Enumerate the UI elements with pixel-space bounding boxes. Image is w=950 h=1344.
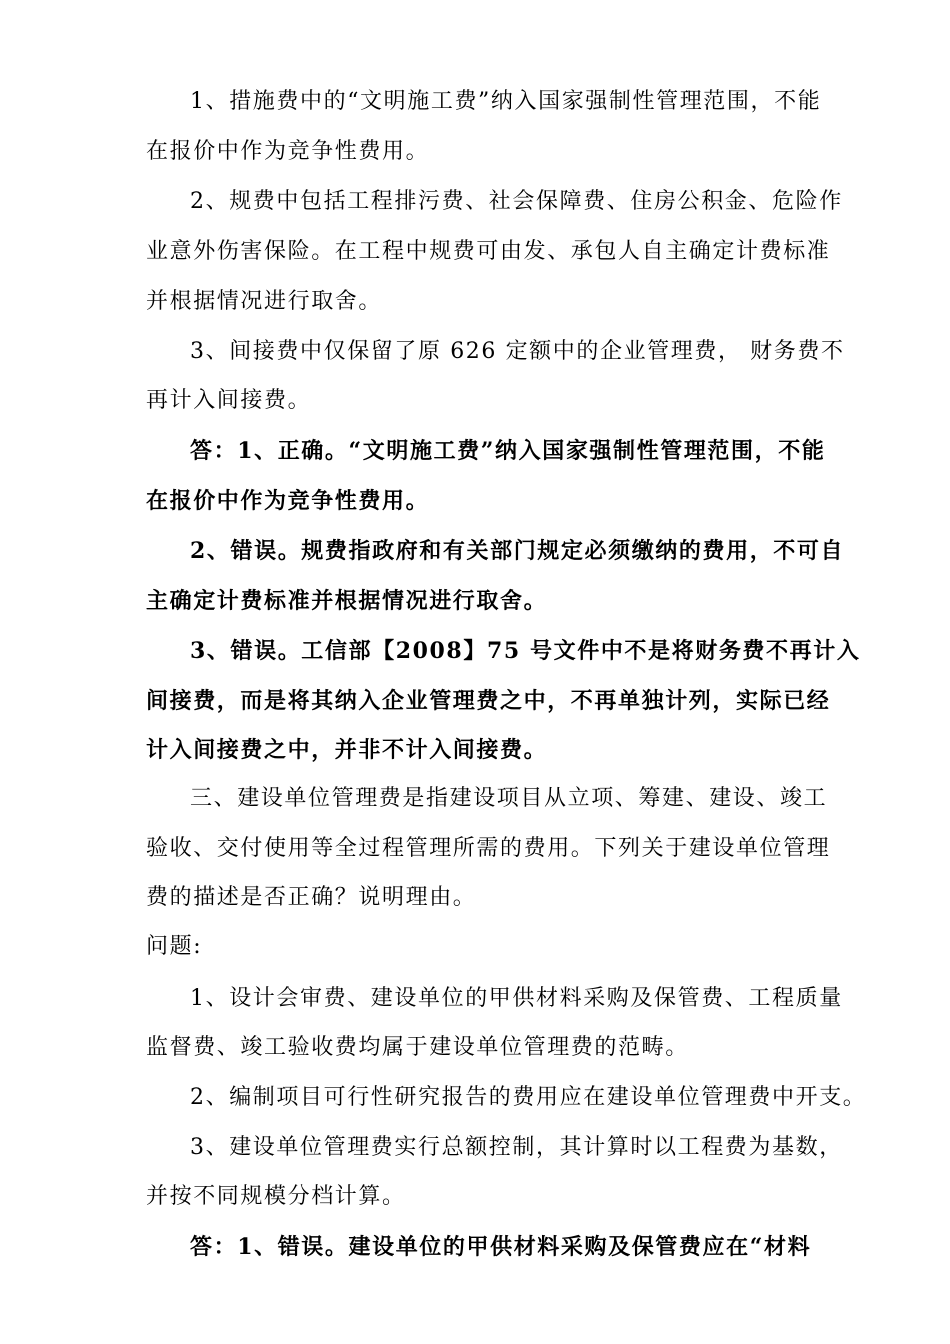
text-line: 并根据情况进行取舍。 <box>146 289 383 314</box>
text-line: 三、建设单位管理费是指建设项目从立项、筹建、建设、竣工 <box>190 786 828 811</box>
answer-line: 计入间接费之中，并非不计入间接费。 <box>146 737 548 763</box>
answer-line: 3、错误。工信部【2008】75 号文件中不是将财务费不再计入 <box>190 638 861 664</box>
text-line: 再计入间接费。 <box>146 388 312 413</box>
text-line: 3、建设单位管理费实行总额控制，其计算时以工程费为基数， <box>190 1135 843 1160</box>
text-line: 2、规费中包括工程排污费、社会保障费、住房公积金、危险作 <box>190 189 843 214</box>
text-line: 验收、交付使用等全过程管理所需的费用。下列关于建设单位管理 <box>146 836 831 861</box>
answer-line: 答：1、正确。“文明施工费”纳入国家强制性管理范围，不能 <box>190 438 826 464</box>
answer-line: 在报价中作为竞争性费用。 <box>146 488 430 514</box>
text-line: 并按不同规模分档计算。 <box>146 1184 406 1209</box>
text-line: 费的描述是否正确？说明理由。 <box>146 885 477 910</box>
answer-line: 主确定计费标准并根据情况进行取舍。 <box>146 588 548 614</box>
text-line: 3、间接费中仅保留了原 626 定额中的企业管理费， 财务费不 <box>190 339 845 364</box>
answer-line: 间接费，而是将其纳入企业管理费之中，不再单独计列，实际已经 <box>146 688 831 714</box>
text-line: 监督费、竣工验收费均属于建设单位管理费的范畴。 <box>146 1035 689 1060</box>
text-line: 业意外伤害保险。在工程中规费可由发、承包人自主确定计费标准 <box>146 239 831 264</box>
text-line: 2、编制项目可行性研究报告的费用应在建设单位管理费中开支。 <box>190 1085 867 1110</box>
text-line: 在报价中作为竞争性费用。 <box>146 139 430 164</box>
answer-line: 答：1、错误。建设单位的甲供材料采购及保管费应在“材料 <box>190 1234 812 1260</box>
answer-line: 2、错误。规费指政府和有关部门规定必须缴纳的费用，不可自 <box>190 538 845 564</box>
text-line: 1、设计会审费、建设单位的甲供材料采购及保管费、工程质量 <box>190 986 843 1011</box>
text-line: 1、措施费中的“文明施工费”纳入国家强制性管理范围，不能 <box>190 89 822 114</box>
text-line: 问题: <box>146 934 203 959</box>
